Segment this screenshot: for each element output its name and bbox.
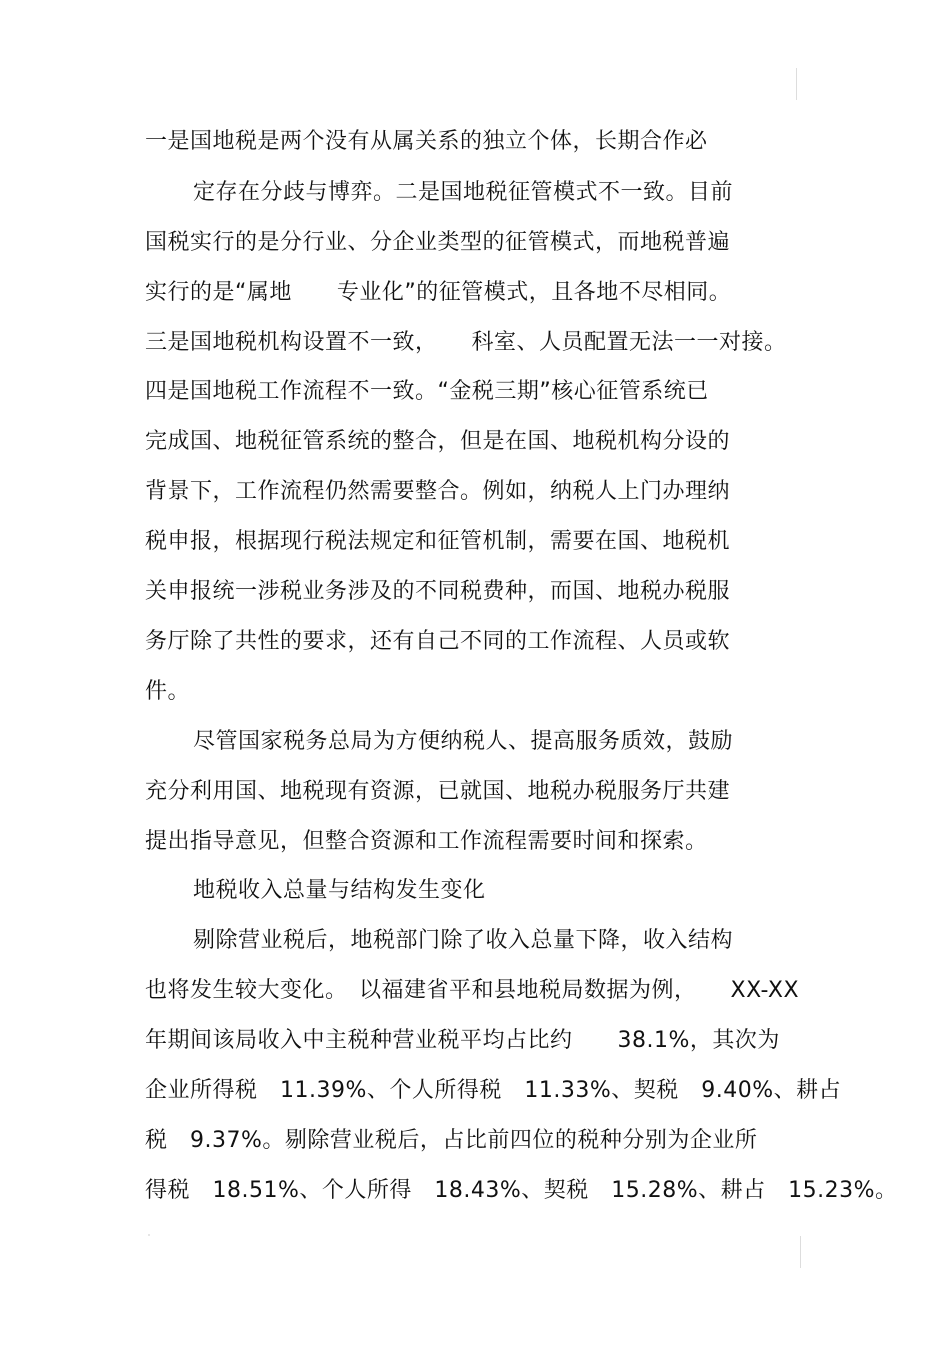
paragraph-line: 年期间该局收入中主税种营业税平均占比约 38.1%，其次为	[145, 1028, 780, 1053]
paragraph-line: 国税实行的是分行业、分企业类型的征管模式，而地税普遍	[145, 230, 731, 255]
paragraph-line: 完成国、地税征管系统的整合，但是在国、地税机构分设的	[145, 429, 731, 454]
paragraph-line: 实行的是“属地 专业化”的征管模式，且各地不尽相同。	[145, 280, 732, 305]
page-corner-mark	[796, 68, 797, 100]
paragraph-line: 得税 18.51%、个人所得 18.43%、契税 15.28%、耕占 15.23%。	[145, 1178, 898, 1203]
section-heading: 地税收入总量与结构发生变化	[193, 878, 486, 903]
paragraph-line: 也将发生较大变化。 以福建省平和县地税局数据为例， XX-XX	[145, 978, 800, 1003]
paragraph-line: 尽管国家税务总局为方便纳税人、提高服务质效，鼓励	[193, 729, 734, 754]
page-corner-mark	[800, 1236, 801, 1268]
paragraph-line: 背景下，工作流程仍然需要整合。例如，纳税人上门办理纳	[145, 479, 731, 504]
page-speck	[148, 1234, 150, 1236]
paragraph-line: 关申报统一涉税业务涉及的不同税费种，而国、地税办税服	[145, 579, 731, 604]
paragraph-line: 税 9.37%。剔除营业税后，占比前四位的税种分别为企业所	[145, 1128, 758, 1153]
paragraph-line: 三是国地税机构设置不一致， 科室、人员配置无法一一对接。	[145, 330, 787, 355]
paragraph-line: 提出指导意见，但整合资源和工作流程需要时间和探索。	[145, 829, 708, 854]
paragraph-line: 一是国地税是两个没有从属关系的独立个体，长期合作必	[145, 129, 708, 154]
paragraph-line: 充分利用国、地税现有资源，已就国、地税办税服务厅共建	[145, 779, 731, 804]
paragraph-line: 企业所得税 11.39%、个人所得税 11.33%、契税 9.40%、耕占	[145, 1078, 842, 1103]
paragraph-line: 定存在分歧与博弈。二是国地税征管模式不一致。目前	[193, 180, 734, 205]
paragraph-line: 务厅除了共性的要求，还有自己不同的工作流程、人员或软	[145, 629, 731, 654]
paragraph-line: 件。	[145, 679, 191, 704]
paragraph-line: 税申报，根据现行税法规定和征管机制，需要在国、地税机	[145, 529, 731, 554]
paragraph-line: 四是国地税工作流程不一致。“金税三期”核心征管系统已	[145, 379, 709, 404]
paragraph-line: 剔除营业税后，地税部门除了收入总量下降，收入结构	[193, 928, 734, 953]
